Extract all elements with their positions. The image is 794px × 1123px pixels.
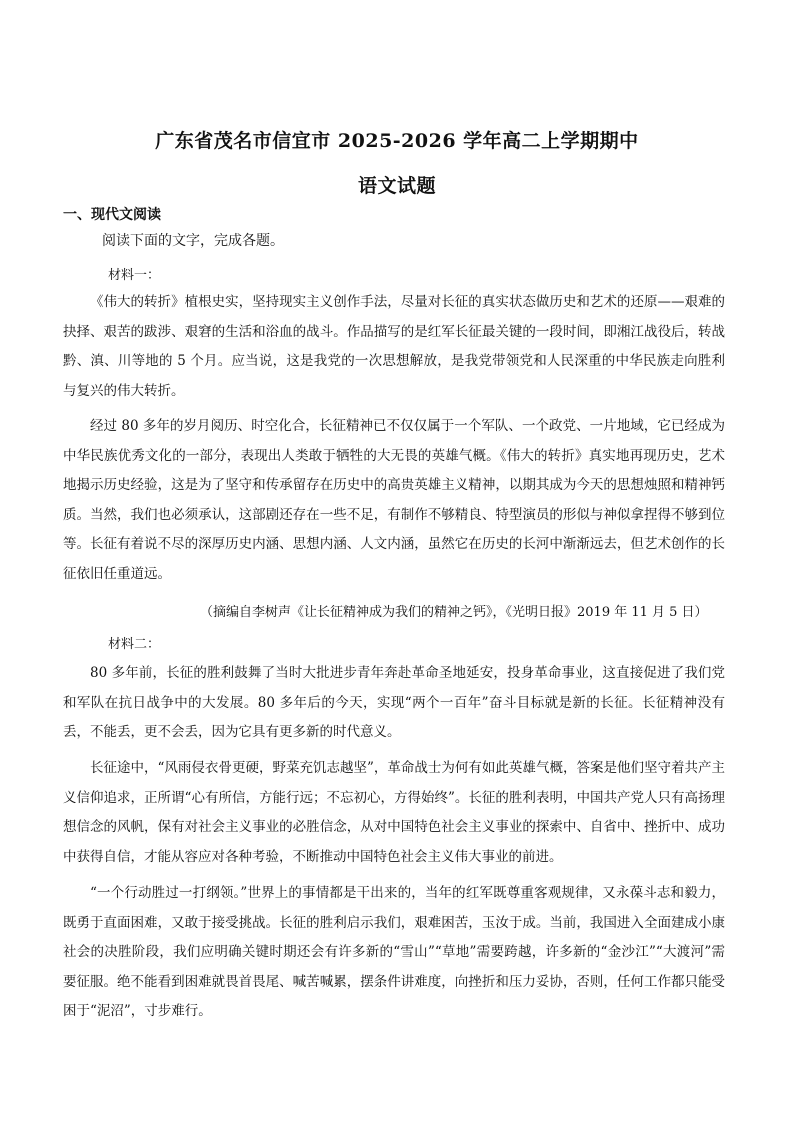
exam-subtitle: 语文试题 [357,175,436,197]
material-1-paragraph-1: 《伟大的转折》植根史实，坚持现实主义创作手法，尽量对长征的真实状态做历史和艺术的还原——艰难的抉择、艰苦的跋涉、艰窘的生活和浴血的战斗。作品描写的是红军长征最关键的一段时间，即湘江战役后，转战黔、滇、川等地的 5 个月。应当说，这是我党的一次思想解放，是我党带领党和人民深重的中华民族走向胜利与复兴的伟大转折。 [63,294,725,399]
material-1-label: 材料一： [108,268,161,283]
material-1-paragraph-2: 经过 80 多年的岁月阅历、时空化合，长征精神已不仅仅属于一个军队、一个政党、一片地域，它已经成为中华民族优秀文化的一部分，表现出人类敢于牺牲的大无畏的英雄气概。《伟大的转折》真实地再现历史，艺术地揭示历史经验，这是为了坚守和传承留存在历史中的高贵英雄主义精神，以期其成为今天的思想烛照和精神钙质。当然，我们也必须承认，这部剧还存在一些不足，有制作不够精良、特型演员的形似与神似拿捏得不够到位等。长征有着说不尽的深厚历史内涵、思想内涵、人文内涵，虽然它在历史的长河中渐渐远去，但艺术创作的长征依旧任重道远。 [63,418,725,582]
material-2-paragraph-3: “一个行动胜过一打纲领。”世界上的事情都是干出来的，当年的红军既尊重客观规律，又永葆斗志和毅力，既勇于直面困难，又敢于接受挑战。长征的胜利启示我们，艰难困苦，玉汝于成。当前，我国进入全面建成小康社会的决胜阶段，我们应明确关键时期还会有许多新的“雪山”“草地”需要跨越，许多新的“金沙江”“大渡河”需要征服。绝不能看到困难就畏首畏尾、喊苦喊累，摆条件讲难度，向挫折和压力妥协，否则，任何工作都只能受困于“泥沼”，寸步难行。 [63,885,725,1019]
section-heading: 一、现代文阅读 [63,207,161,223]
exam-title: 广东省茂名市信宜市 2025-2026 学年高二上学期期中 [155,130,639,152]
reading-instruction: 阅读下面的文字，完成各题。 [102,233,284,249]
material-2-paragraph-1: 80 多年前，长征的胜利鼓舞了当时大批进步青年奔赴革命圣地延安，投身革命事业，这直接促进了我们党和军队在抗日战争中的大发展。80 多年后的今天，实现“两个一百年”奋斗目标就是新的长征。长征精神没有丢，不能丢，更不会丢，因为它具有更多新的时代意义。 [63,665,725,740]
material-1-source: （摘编自李树声《让长征精神成为我们的精神之钙》，《光明日报》2019 年 11 月 5 日） [200,605,708,620]
material-2-paragraph-2: 长征途中，“风雨侵衣骨更硬，野菜充饥志越坚”，革命战士为何有如此英雄气概，答案是他们坚守着共产主义信仰追求，正所谓“心有所信，方能行远；不忘初心，方得始终”。长征的胜利表明，中国共产党人只有高扬理想信念的风帆，保有对社会主义事业的必胜信念，从对中国特色社会主义事业的探索中、自省中、挫折中、成功中获得自信，才能从容应对各种考验，不断推动中国特色社会主义伟大事业的前进。 [63,760,725,865]
material-2-label: 材料二： [108,637,161,652]
